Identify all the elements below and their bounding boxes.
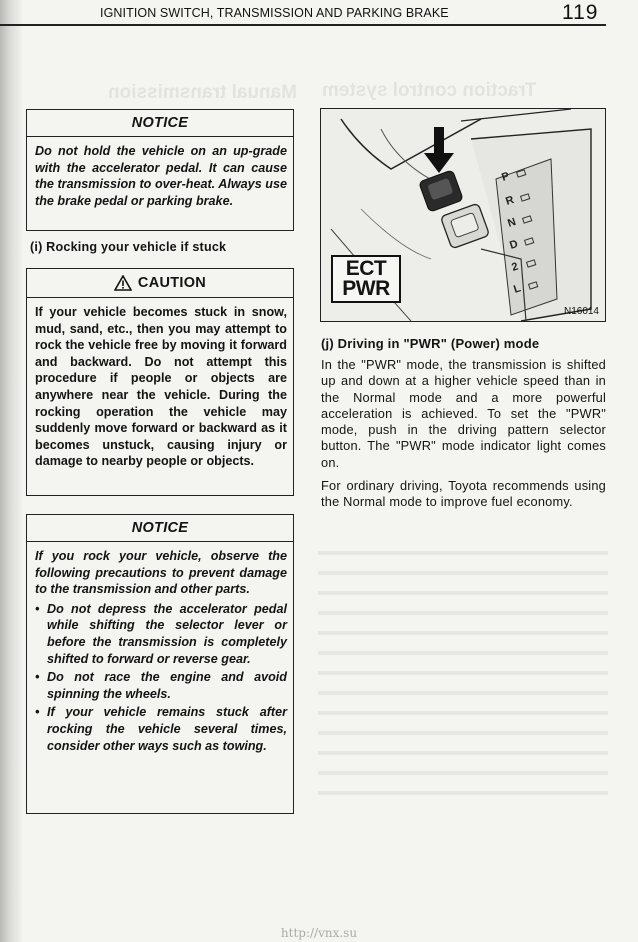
notice-bullet: • If your vehicle remains stuck after rocking the vehicle several times, consider other ways such as towing. (35, 704, 287, 754)
caution-box (26, 268, 294, 496)
caution-text: If your vehicle becomes stuck in snow, mud, sand, etc., then you may attempt to rock the vehicle free by moving it forward and backward. Do not attempt this procedure if people or objects are anywhere near the vehicle. During the rocking operation the vehicle may suddenly move forward or backward as it becomes unstuck, causing injury or damage to nearby people or objects. (35, 305, 287, 469)
running-header: IGNITION SWITCH, TRANSMISSION AND PARKING BRAKE (100, 6, 449, 20)
page-number: 119 (562, 1, 599, 24)
caution-heading-row (27, 269, 293, 298)
notice-bullet: • Do not depress the accelerator pedal while shifting the selector lever or before the transmission is completely shifted to forward or reverse gear. (35, 601, 287, 667)
ect-label: ECT (345, 257, 387, 280)
notice-text: Do not hold the vehicle on an up-grade with the accelerator pedal. It can cause the transmission to over-heat. Always use the brake pedal or parking brake. (35, 144, 287, 208)
notice-heading: NOTICE (27, 110, 293, 137)
book-spine-shadow (0, 0, 22, 942)
notice-heading: NOTICE (27, 515, 293, 542)
gear-label-r: R (504, 193, 516, 208)
bleed-through-right-title: Traction control system (322, 80, 537, 101)
notice-box-2 (26, 514, 294, 814)
warning-triangle-icon (114, 275, 132, 291)
gear-label-d: D (508, 237, 520, 252)
gear-label-n: N (506, 215, 518, 230)
gear-label-l: L (512, 282, 523, 296)
section-i-heading: (i) Rocking your vehicle if stuck (30, 240, 227, 254)
caution-heading: CAUTION (137, 275, 207, 291)
section-j-heading: (j) Driving in "PWR" (Power) mode (321, 336, 540, 351)
ect-pwr-indicator-label (331, 255, 401, 303)
footer-url[interactable]: http://vnx.su (280, 926, 358, 940)
notice-bullet-list (35, 601, 287, 754)
shift-panel-illustration (320, 108, 606, 322)
gear-label-2: 2 (510, 260, 520, 274)
section-j-paragraph-2: For ordinary driving, Toyota recommends using the Normal mode to improve fuel economy. (321, 478, 606, 510)
notice-box-1 (26, 109, 294, 231)
section-j-paragraph-1: In the "PWR" mode, the transmission is shifted up and down at a higher vehicle speed than in the Normal mode and a more powerful acceleration is achieved. To set the "PWR" mode, push in the driving pattern selector button. The "PWR" mode indicator light comes on. (321, 357, 606, 470)
figure-code: N16014 (563, 306, 599, 317)
notice-bullet: • Do not race the engine and avoid spinning the wheels. (35, 669, 287, 702)
header-rule (0, 24, 606, 26)
bleed-through-left-title: Manual transmission (108, 82, 297, 103)
gear-label-p: P (500, 170, 511, 184)
notice-intro: If you rock your vehicle, observe the following precautions to prevent damage to the transmission and other parts. (35, 549, 287, 597)
bleed-through-text (318, 540, 608, 810)
pwr-label: PWR (342, 277, 390, 300)
